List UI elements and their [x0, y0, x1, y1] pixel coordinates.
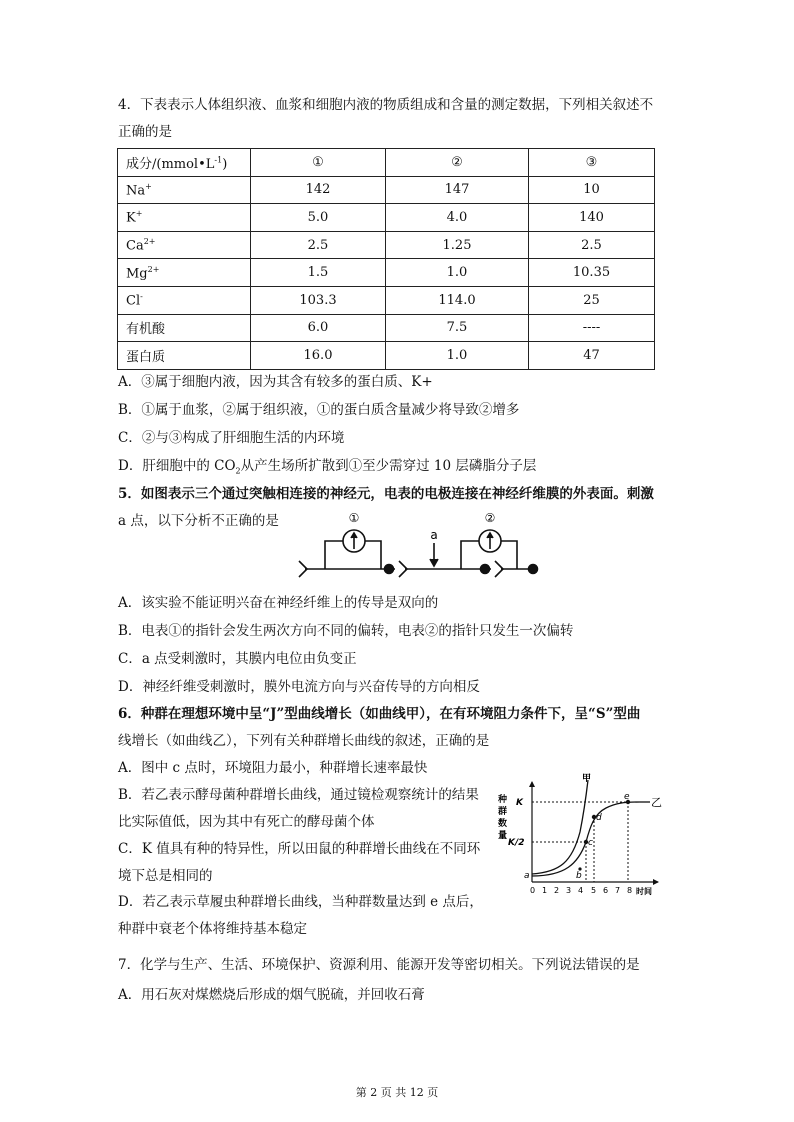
table-cell: 10 — [529, 176, 655, 204]
curve-s-label: 乙 — [651, 796, 662, 809]
table-cell: 114.0 — [386, 286, 529, 314]
table-cell: 1.0 — [386, 342, 529, 370]
table-cell: 10.35 — [529, 259, 655, 287]
table-cell: 4.0 — [386, 204, 529, 232]
table-header-cell: ① — [251, 149, 386, 177]
table-cell: 47 — [529, 342, 655, 370]
table-cell: 103.3 — [251, 286, 386, 314]
point-e: e — [624, 792, 630, 802]
table-cell: 16.0 — [251, 342, 386, 370]
q6-option-d-line2: 种群中衰老个体将维持基本稳定 — [118, 921, 307, 937]
q5-stem-line1: 5．如图表示三个通过突触相连接的神经元，电表的电极连接在神经纤维膜的外表面。刺激 — [118, 486, 654, 502]
y-axis-label-2: 群 — [498, 807, 508, 817]
k-label: K — [516, 798, 523, 808]
point-c: c — [588, 838, 593, 848]
table-cell: $Mg^{2+}$ — [118, 259, 251, 287]
q7-option-a: A．用石灰对煤燃烧后形成的烟气脱硫，并回收石膏 — [118, 987, 425, 1003]
table-cell: 25 — [529, 286, 655, 314]
table-cell: 147 — [386, 176, 529, 204]
x-tick: 4 — [578, 886, 584, 895]
table-header-cell: 成分$/(mmol•L^{-1})$ — [118, 149, 251, 177]
table-cell: 2.5 — [251, 231, 386, 259]
y-axis-label-4: 量 — [498, 831, 508, 841]
q6-option-c-line1: C．K 值具有种的特异性，所以田鼠的种群增长曲线在不同环 — [118, 841, 481, 857]
x-tick: 2 — [554, 886, 560, 895]
table-row — [118, 259, 655, 287]
table-cell: 2.5 — [529, 231, 655, 259]
table-cell: 7.5 — [386, 314, 529, 342]
table-header-row — [118, 149, 655, 177]
point-a: a — [524, 871, 530, 881]
meter2-label: ② — [484, 511, 496, 525]
q6-stem-line2: 线增长（如曲线乙），下列有关种群增长曲线的叙述，正确的是 — [118, 733, 490, 749]
population-growth-graph — [490, 772, 670, 902]
curve-j-label: 甲 — [582, 774, 592, 784]
point-d: d — [596, 813, 602, 823]
x-axis-label: 时间 — [636, 887, 652, 896]
table-row — [118, 286, 655, 314]
q5-option-d: D．神经纤维受刺激时，膜外电流方向与兴奋传导的方向相反 — [118, 679, 480, 695]
table-cell: Na+ — [118, 176, 251, 204]
table-row — [118, 314, 655, 342]
y-axis-label-3: 数 — [498, 819, 508, 829]
table-cell: 142 — [251, 176, 386, 204]
x-tick: 3 — [566, 886, 572, 895]
table-header-cell: ③ — [529, 149, 655, 177]
q7-stem: 7．化学与生产、生活、环境保护、资源利用、能源开发等密切相关。下列说法错误的是 — [118, 957, 640, 973]
k2-label: K/2 — [508, 838, 525, 848]
q6-option-b-line2: 比实际值低，因为其中有死亡的酵母菌个体 — [118, 814, 375, 830]
q5-option-a: A．该实验不能证明兴奋在神经纤维上的传导是双向的 — [118, 595, 439, 611]
q5-stem-line2: a 点，以下分析不正确的是 — [118, 513, 279, 529]
table-cell: Cl- — [118, 286, 251, 314]
q4-stem-line2: 正确的是 — [118, 124, 172, 140]
table-row — [118, 231, 655, 259]
table-cell: 1.5 — [251, 259, 386, 287]
x-tick: 5 — [591, 886, 597, 895]
q6-option-a: A．图中 c 点时，环境阻力最小，种群增长速率最快 — [118, 760, 428, 776]
table-cell: K+ — [118, 204, 251, 232]
x-tick: 1 — [542, 886, 548, 895]
x-tick: 6 — [603, 886, 609, 895]
x-tick: 7 — [615, 886, 621, 895]
q4-option-a: A．③属于细胞内液，因为其含有较多的蛋白质、K+ — [118, 374, 433, 390]
table-cell: ---- — [529, 314, 655, 342]
q5-option-c: C．a 点受刺激时，其膜内电位由负变正 — [118, 651, 357, 667]
q4-stem-line1: 4．下表表示人体组织液、血浆和细胞内液的物质组成和含量的测定数据，下列相关叙述不 — [118, 97, 654, 113]
q6-stem-line1: 6．种群在理想环境中呈“J”型曲线增长（如曲线甲），在有环境阻力条件下，呈“S”型曲 — [118, 706, 641, 722]
table-cell: 1.25 — [386, 231, 529, 259]
x-tick: 8 — [627, 886, 633, 895]
table-cell: 1.0 — [386, 259, 529, 287]
q4-option-d: D．肝细胞中的 $CO_2$从产生场所扩散到①至少需穿过 10 层磷脂分子层 — [118, 458, 537, 476]
q6-option-d-line1: D．若乙表示草履虫种群增长曲线，当种群数量达到 e 点后， — [118, 894, 483, 910]
x-tick: 0 — [530, 886, 536, 895]
table-cell: 6.0 — [251, 314, 386, 342]
table-row — [118, 176, 655, 204]
meter1-label: ① — [348, 511, 360, 525]
q6-option-c-line2: 境下总是相同的 — [118, 868, 213, 884]
q5-option-b: B．电表①的指针会发生两次方向不同的偏转，电表②的指针只发生一次偏转 — [118, 623, 574, 639]
q4-option-b: B．①属于血浆，②属于组织液，①的蛋白质含量减少将导致②增多 — [118, 402, 520, 418]
q6-option-b-line1: B．若乙表示酵母菌种群增长曲线，通过镜检观察统计的结果 — [118, 787, 479, 803]
page-footer: 第 2 页 共 12 页 — [355, 1086, 439, 1099]
q4-option-c: C．②与③构成了肝细胞生活的内环境 — [118, 430, 345, 446]
q4-data-table — [117, 148, 655, 370]
table-cell: 有机酸 — [118, 314, 251, 342]
table-row — [118, 342, 655, 370]
y-axis-label-1: 种 — [498, 795, 508, 805]
table-header-cell: ② — [386, 149, 529, 177]
table-cell: 蛋白质 — [118, 342, 251, 370]
table-row — [118, 204, 655, 232]
point-a-label: a — [430, 528, 438, 542]
neuron-diagram — [295, 507, 545, 587]
table-cell: 5.0 — [251, 204, 386, 232]
point-b: b — [576, 871, 582, 881]
table-cell: $Ca^{2+}$ — [118, 231, 251, 259]
table-cell: 140 — [529, 204, 655, 232]
